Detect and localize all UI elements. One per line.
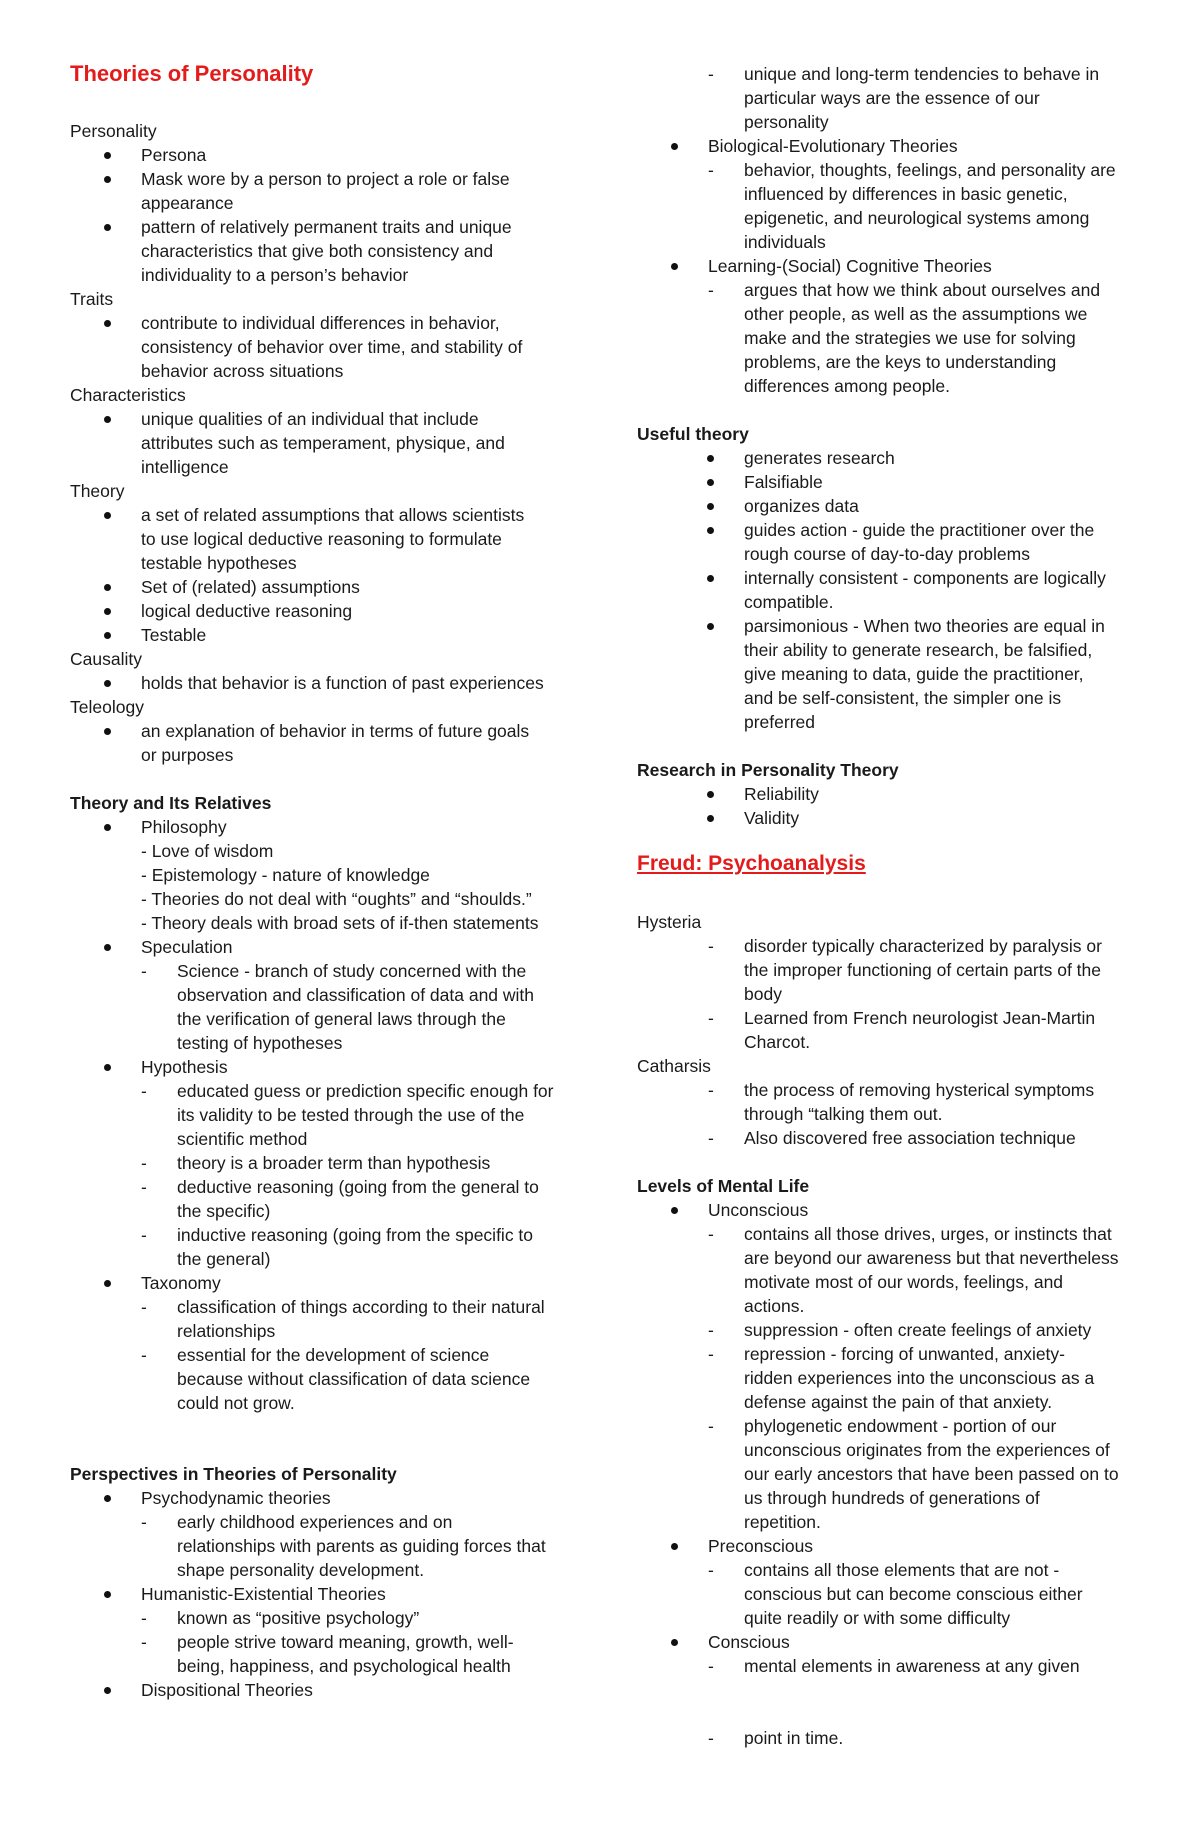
section-heading: Research in Personality Theory bbox=[637, 760, 899, 780]
section-title: Freud: Psychoanalysis bbox=[637, 852, 866, 875]
bullet-marker bbox=[671, 143, 678, 150]
dash-marker: - bbox=[141, 1177, 147, 1197]
continuation-line: particular ways are the essence of our bbox=[744, 88, 1040, 108]
bullet-marker bbox=[104, 1591, 111, 1598]
dash-marker: - bbox=[708, 1128, 714, 1148]
continuation-line: shape personality development. bbox=[177, 1560, 425, 1580]
continuation-line: are beyond our awareness but that nevertheless bbox=[744, 1248, 1119, 1268]
continuation-line: repetition. bbox=[744, 1512, 821, 1532]
dash-item: repression - forcing of unwanted, anxiety- bbox=[744, 1344, 1065, 1364]
continuation-line: differences among people. bbox=[744, 376, 950, 396]
continuation-line: could not grow. bbox=[177, 1393, 295, 1413]
dash-item: unique and long-term tendencies to behave in bbox=[744, 64, 1100, 84]
section-heading: Levels of Mental Life bbox=[637, 1176, 810, 1196]
continuation-line: individuality to a person’s behavior bbox=[141, 265, 409, 285]
continuation-line: scientific method bbox=[177, 1129, 308, 1149]
bullet-marker bbox=[104, 728, 111, 735]
continuation-line: actions. bbox=[744, 1296, 805, 1316]
dash-item: Learned from French neurologist Jean-Martin bbox=[744, 1008, 1096, 1028]
bullet-item: unique qualities of an individual that include bbox=[141, 409, 479, 429]
continuation-line: the general) bbox=[177, 1249, 271, 1269]
dash-item: Science - branch of study concerned with the bbox=[177, 961, 527, 981]
bullet-item: Testable bbox=[141, 625, 207, 645]
continuation-line: conscious but can become conscious either bbox=[744, 1584, 1083, 1604]
dash-marker: - bbox=[708, 64, 714, 84]
bullet-marker bbox=[104, 320, 111, 327]
section-heading: Useful theory bbox=[637, 424, 749, 444]
continuation-line: personality bbox=[744, 112, 829, 132]
bullet-item: a set of related assumptions that allows scientists bbox=[141, 505, 525, 525]
continuation-line: the specific) bbox=[177, 1201, 271, 1221]
bullet-marker bbox=[707, 623, 714, 630]
bullet-marker bbox=[104, 512, 111, 519]
continuation-line: us through hundreds of generations of bbox=[744, 1488, 1040, 1508]
continuation-line: - Love of wisdom bbox=[141, 841, 274, 861]
dash-marker: - bbox=[708, 1728, 714, 1748]
continuation-line: Charcot. bbox=[744, 1032, 811, 1052]
continuation-line: rough course of day-to-day problems bbox=[744, 544, 1030, 564]
continuation-line: testing of hypotheses bbox=[177, 1033, 343, 1053]
dash-item: theory is a broader term than hypothesis bbox=[177, 1153, 491, 1173]
continuation-line: motivate most of our words, feelings, and bbox=[744, 1272, 1064, 1292]
bullet-item: generates research bbox=[744, 448, 895, 468]
bullet-item: Preconscious bbox=[708, 1536, 814, 1556]
dash-marker: - bbox=[708, 1656, 714, 1676]
dash-marker: - bbox=[708, 1320, 714, 1340]
dash-marker: - bbox=[708, 280, 714, 300]
dash-item: deductive reasoning (going from the general to bbox=[177, 1177, 539, 1197]
dash-item: the process of removing hysterical symptoms bbox=[744, 1080, 1095, 1100]
dash-item: inductive reasoning (going from the specific to bbox=[177, 1225, 534, 1245]
bullet-item: an explanation of behavior in terms of future goals bbox=[141, 721, 530, 741]
continuation-line: the improper functioning of certain parts of the bbox=[744, 960, 1102, 980]
bullet-marker bbox=[104, 152, 111, 159]
section-heading: Theory and Its Relatives bbox=[70, 793, 272, 813]
bullet-marker bbox=[707, 479, 714, 486]
bullet-item: Taxonomy bbox=[141, 1273, 221, 1293]
continuation-line: problems, are the keys to understanding bbox=[744, 352, 1057, 372]
term-label: Catharsis bbox=[637, 1056, 711, 1076]
term-label: Characteristics bbox=[70, 385, 186, 405]
bullet-marker bbox=[707, 791, 714, 798]
bullet-item: organizes data bbox=[744, 496, 859, 516]
bullet-marker bbox=[707, 527, 714, 534]
continuation-line: consistency of behavior over time, and stability of bbox=[141, 337, 523, 357]
continuation-line: testable hypotheses bbox=[141, 553, 297, 573]
continuation-line: unconscious originates from the experiences of bbox=[744, 1440, 1110, 1460]
bullet-item: Validity bbox=[744, 808, 800, 828]
continuation-line: characteristics that give both consistency and bbox=[141, 241, 494, 261]
continuation-line: relationships bbox=[177, 1321, 276, 1341]
term-label: Causality bbox=[70, 649, 142, 669]
bullet-item: internally consistent - components are logically bbox=[744, 568, 1106, 588]
bullet-marker bbox=[104, 584, 111, 591]
continuation-line: our early ancestors that have been passed on to bbox=[744, 1464, 1119, 1484]
continuation-line: because without classification of data science bbox=[177, 1369, 531, 1389]
dash-item: known as “positive psychology” bbox=[177, 1608, 420, 1628]
continuation-line: influenced by differences in basic genetic, bbox=[744, 184, 1068, 204]
dash-marker: - bbox=[141, 1632, 147, 1652]
dash-item: classification of things according to their natural bbox=[177, 1297, 545, 1317]
dash-item: mental elements in awareness at any given bbox=[744, 1656, 1080, 1676]
bullet-item: Learning-(Social) Cognitive Theories bbox=[708, 256, 992, 276]
bullet-item: Set of (related) assumptions bbox=[141, 577, 360, 597]
bullet-item: holds that behavior is a function of past experiences bbox=[141, 673, 544, 693]
bullet-item: Unconscious bbox=[708, 1200, 809, 1220]
continuation-line: intelligence bbox=[141, 457, 229, 477]
dash-marker: - bbox=[708, 936, 714, 956]
bullet-marker bbox=[671, 1639, 678, 1646]
bullet-item: pattern of relatively permanent traits and unique bbox=[141, 217, 512, 237]
bullet-item: logical deductive reasoning bbox=[141, 601, 353, 621]
bullet-marker bbox=[104, 944, 111, 951]
dash-item: contains all those elements that are not - bbox=[744, 1560, 1060, 1580]
continuation-line: observation and classification of data and with bbox=[177, 985, 535, 1005]
continuation-line: or purposes bbox=[141, 745, 234, 765]
dash-marker: - bbox=[708, 160, 714, 180]
dash-item: contains all those drives, urges, or instincts that bbox=[744, 1224, 1112, 1244]
term-label: Traits bbox=[70, 289, 114, 309]
dash-marker: - bbox=[708, 1080, 714, 1100]
bullet-item: Hypothesis bbox=[141, 1057, 228, 1077]
bullet-marker bbox=[104, 1687, 111, 1694]
continuation-line: its validity to be tested through the use of the bbox=[177, 1105, 525, 1125]
dash-marker: - bbox=[708, 1224, 714, 1244]
continuation-line: body bbox=[744, 984, 782, 1004]
continuation-line: through “talking them out. bbox=[744, 1104, 943, 1124]
continuation-line: preferred bbox=[744, 712, 816, 732]
page-title: Theories of Personality bbox=[70, 61, 314, 86]
bullet-item: Dispositional Theories bbox=[141, 1680, 313, 1700]
continuation-line: give meaning to data, guide the practitioner, bbox=[744, 664, 1084, 684]
continuation-line: behavior across situations bbox=[141, 361, 344, 381]
bullet-item: Reliability bbox=[744, 784, 819, 804]
bullet-item: Psychodynamic theories bbox=[141, 1488, 331, 1508]
continuation-line: attributes such as temperament, physique, and bbox=[141, 433, 505, 453]
bullet-item: parsimonious - When two theories are equal in bbox=[744, 616, 1105, 636]
continuation-line: being, happiness, and psychological health bbox=[177, 1656, 511, 1676]
dash-item: phylogenetic endowment - portion of our bbox=[744, 1416, 1057, 1436]
bullet-marker bbox=[671, 1207, 678, 1214]
continuation-line: their ability to generate research, be falsified, bbox=[744, 640, 1093, 660]
dash-item: early childhood experiences and on bbox=[177, 1512, 453, 1532]
continuation-line: individuals bbox=[744, 232, 826, 252]
dash-marker: - bbox=[141, 1081, 147, 1101]
dash-marker: - bbox=[708, 1416, 714, 1436]
bullet-marker bbox=[104, 1280, 111, 1287]
bullet-marker bbox=[104, 176, 111, 183]
bullet-marker bbox=[707, 815, 714, 822]
dash-marker: - bbox=[141, 1153, 147, 1173]
bullet-item: Falsifiable bbox=[744, 472, 823, 492]
dash-item: suppression - often create feelings of anxiety bbox=[744, 1320, 1092, 1340]
continuation-line: - Theories do not deal with “oughts” and “shoulds.” bbox=[141, 889, 532, 909]
dash-marker: - bbox=[708, 1560, 714, 1580]
dash-marker: - bbox=[141, 1608, 147, 1628]
bullet-item: Biological-Evolutionary Theories bbox=[708, 136, 958, 156]
bullet-marker bbox=[104, 680, 111, 687]
dash-marker: - bbox=[708, 1008, 714, 1028]
continuation-line: - Epistemology - nature of knowledge bbox=[141, 865, 430, 885]
bullet-item: contribute to individual differences in behavior, bbox=[141, 313, 500, 333]
dash-marker: - bbox=[708, 1344, 714, 1364]
continuation-line: make and the strategies we use for solving bbox=[744, 328, 1076, 348]
dash-marker: - bbox=[141, 1345, 147, 1365]
dash-item: Also discovered free association technique bbox=[744, 1128, 1076, 1148]
continuation-line: compatible. bbox=[744, 592, 834, 612]
bullet-item: guides action - guide the practitioner over the bbox=[744, 520, 1095, 540]
continuation-line: appearance bbox=[141, 193, 234, 213]
dash-marker: - bbox=[141, 1297, 147, 1317]
term-label: Teleology bbox=[70, 697, 144, 717]
continuation-line: - Theory deals with broad sets of if-then statements bbox=[141, 913, 539, 933]
bullet-item: Philosophy bbox=[141, 817, 227, 837]
bullet-marker bbox=[707, 575, 714, 582]
bullet-marker bbox=[104, 824, 111, 831]
dash-marker: - bbox=[141, 961, 147, 981]
dash-item: disorder typically characterized by paralysis or bbox=[744, 936, 1102, 956]
continuation-line: defense against the pain of that anxiety. bbox=[744, 1392, 1053, 1412]
continuation-line: quite readily or with some difficulty bbox=[744, 1608, 1011, 1628]
bullet-marker bbox=[104, 1064, 111, 1071]
dash-item: people strive toward meaning, growth, well- bbox=[177, 1632, 514, 1652]
bullet-marker bbox=[104, 416, 111, 423]
bullet-marker bbox=[707, 455, 714, 462]
term-label: Hysteria bbox=[637, 912, 702, 932]
dash-item: behavior, thoughts, feelings, and personality are bbox=[744, 160, 1116, 180]
bullet-marker bbox=[671, 1543, 678, 1550]
continuation-line: ridden experiences into the unconscious as a bbox=[744, 1368, 1095, 1388]
dash-item: essential for the development of science bbox=[177, 1345, 490, 1365]
section-heading: Perspectives in Theories of Personality bbox=[70, 1464, 397, 1484]
bullet-marker bbox=[104, 632, 111, 639]
continuation-line: to use logical deductive reasoning to formulate bbox=[141, 529, 502, 549]
bullet-item: Speculation bbox=[141, 937, 233, 957]
dash-marker: - bbox=[141, 1512, 147, 1532]
dash-item: point in time. bbox=[744, 1728, 844, 1748]
continuation-line: epigenetic, and neurological systems among bbox=[744, 208, 1090, 228]
bullet-marker bbox=[104, 224, 111, 231]
continuation-line: other people, as well as the assumptions we bbox=[744, 304, 1088, 324]
term-label: Personality bbox=[70, 121, 157, 141]
bullet-marker bbox=[671, 263, 678, 270]
bullet-item: Humanistic-Existential Theories bbox=[141, 1584, 386, 1604]
bullet-item: Mask wore by a person to project a role or false bbox=[141, 169, 510, 189]
dash-item: argues that how we think about ourselves and bbox=[744, 280, 1101, 300]
bullet-marker bbox=[104, 1495, 111, 1502]
bullet-marker bbox=[707, 503, 714, 510]
bullet-item: Persona bbox=[141, 145, 207, 165]
dash-marker: - bbox=[141, 1225, 147, 1245]
continuation-line: relationships with parents as guiding forces that bbox=[177, 1536, 546, 1556]
bullet-marker bbox=[104, 608, 111, 615]
dash-item: educated guess or prediction specific enough for bbox=[177, 1081, 554, 1101]
continuation-line: and be self-consistent, the simpler one is bbox=[744, 688, 1062, 708]
continuation-line: the verification of general laws through the bbox=[177, 1009, 506, 1029]
term-label: Theory bbox=[70, 481, 125, 501]
bullet-item: Conscious bbox=[708, 1632, 790, 1652]
